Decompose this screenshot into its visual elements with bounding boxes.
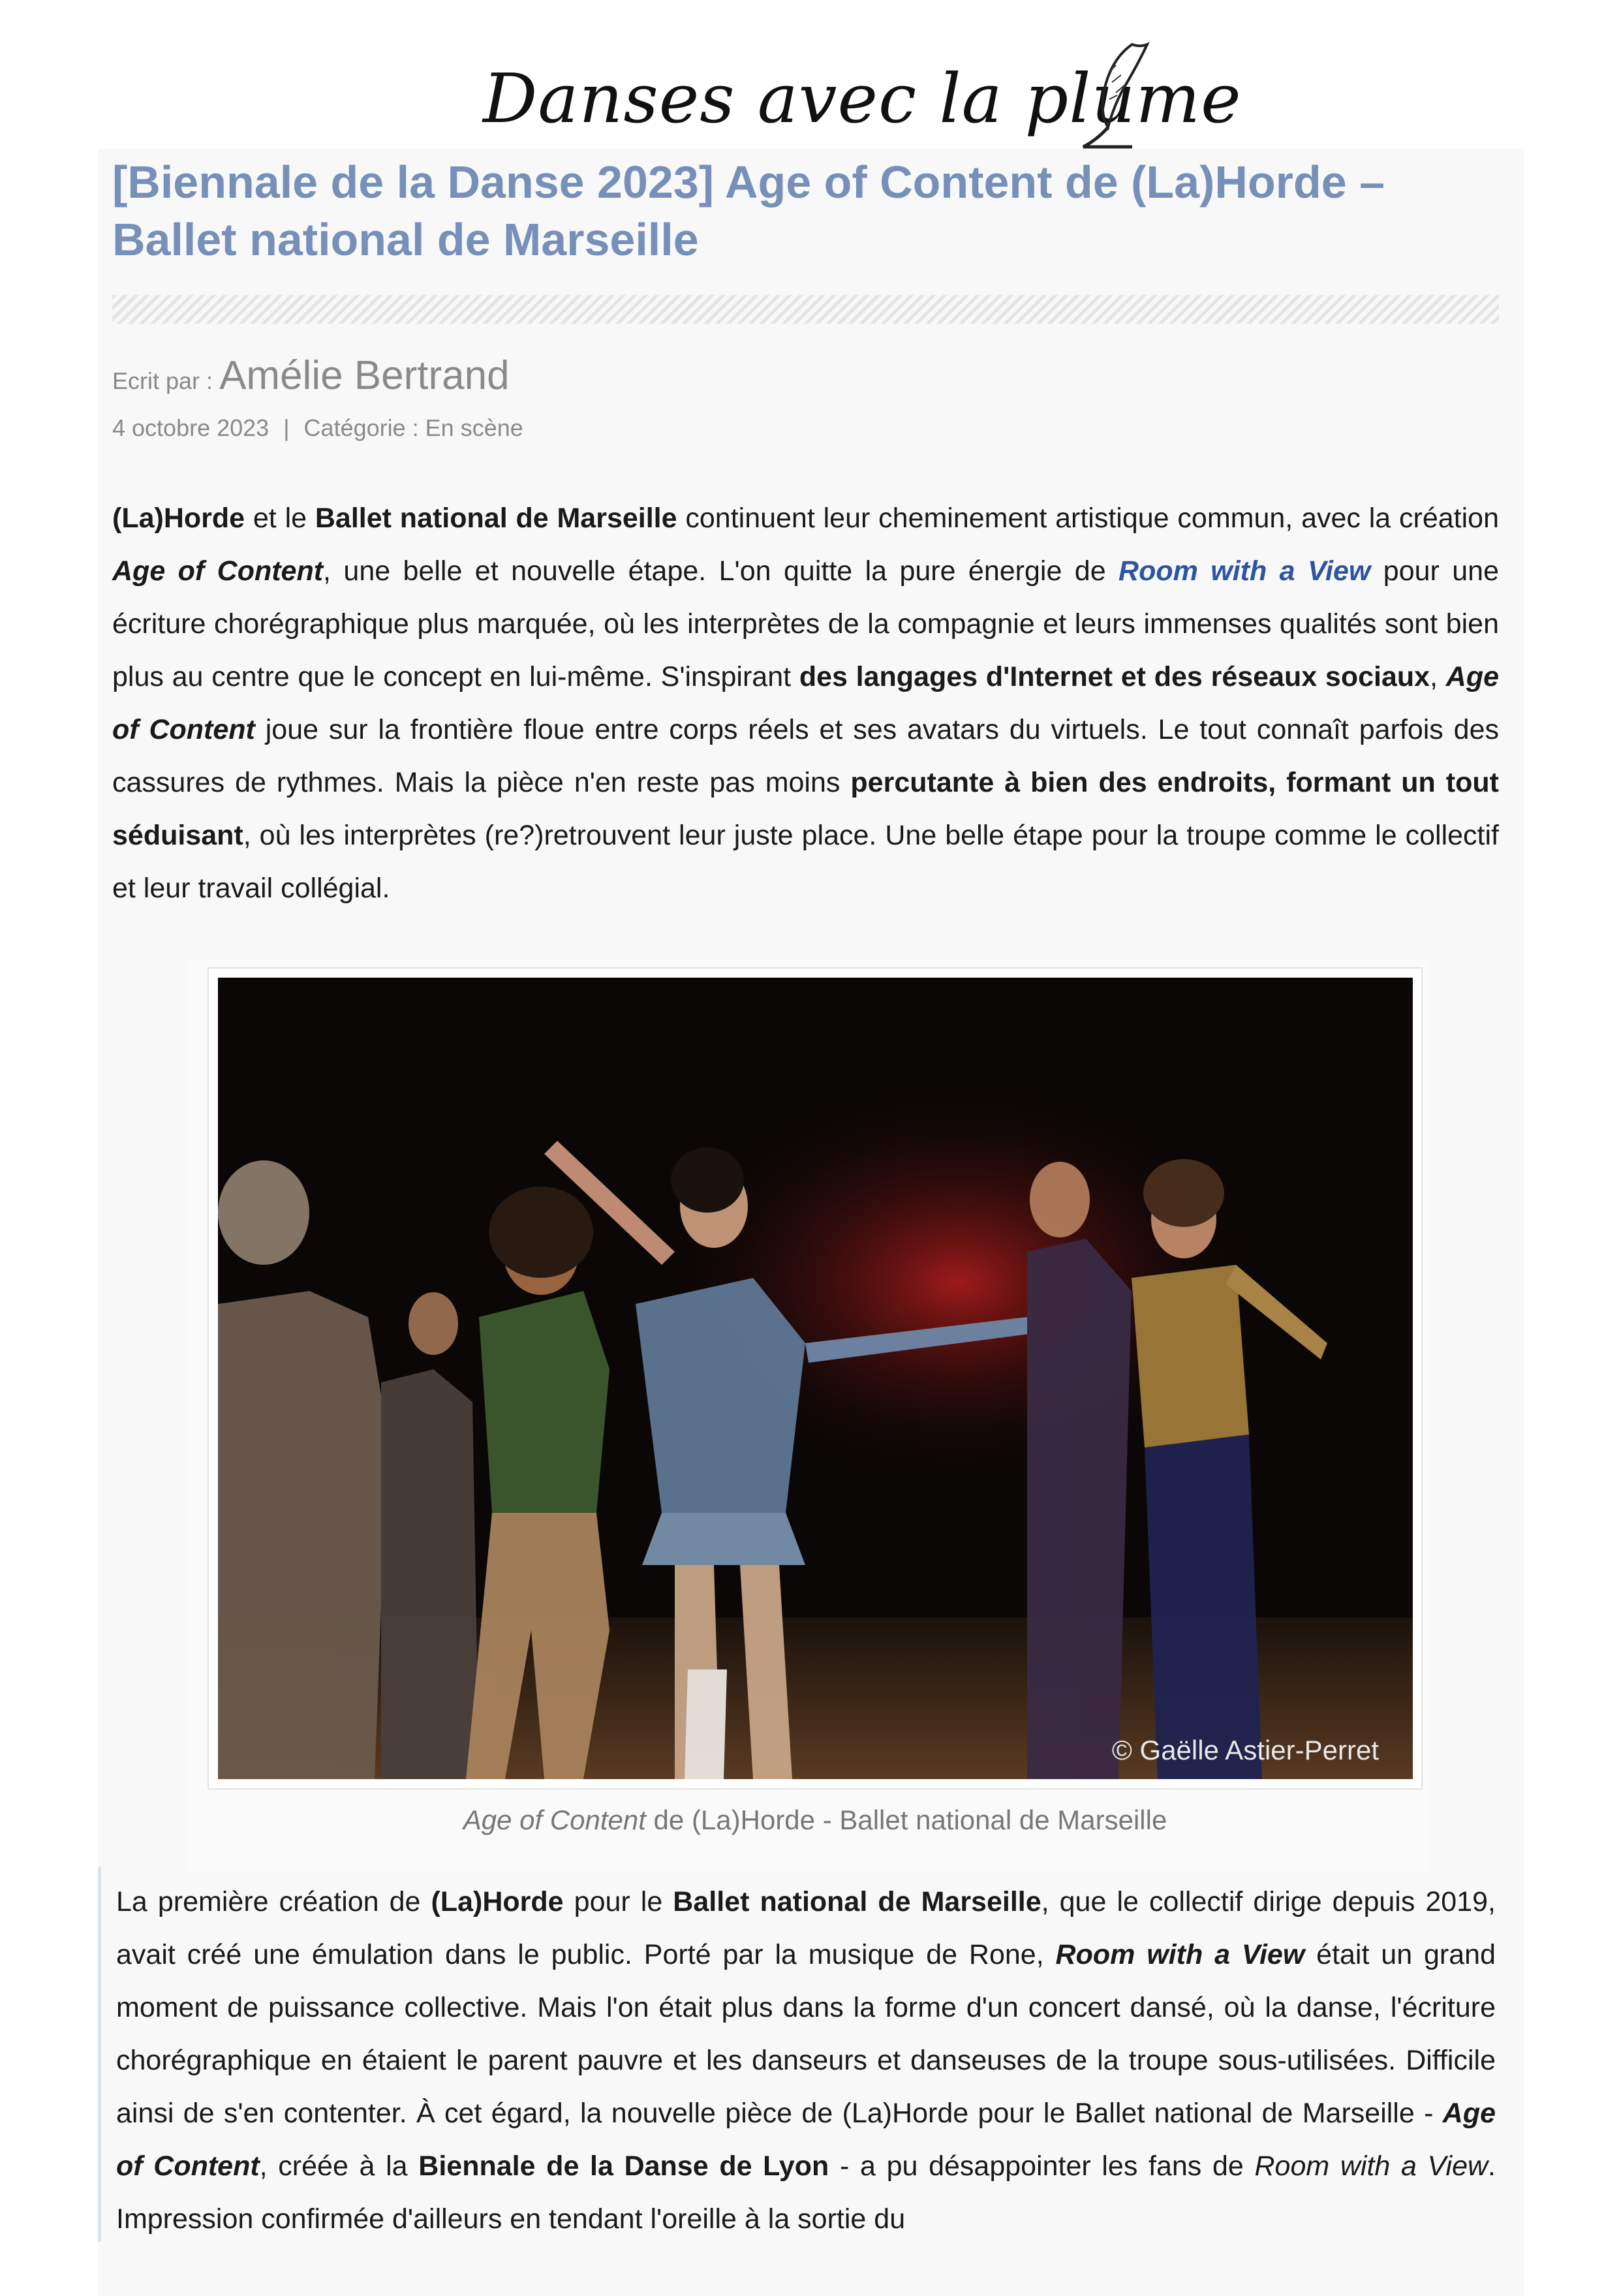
text-run: Ballet national de Marseille	[315, 503, 677, 534]
intro-paragraph	[112, 492, 1499, 915]
text-run: était un grand moment de puissance collective. Mais l'on était plus dans la forme d'un concert dansé, où la danse, l'écriture chorégraphique en étaient le parent pauvre et les danseurs et danseuses de la troupe sous-utilisées. Difficile ainsi de s'en contenter. À cet égard, la nouvelle pièce de (La)Horde pour le Ballet national de Marseille -	[116, 1939, 1496, 2129]
text-run: , créée à la	[259, 2150, 419, 2182]
text-run: et le	[245, 503, 315, 534]
text-run: ,	[1430, 661, 1446, 692]
dance-photo[interactable]	[218, 978, 1413, 1779]
article-title[interactable]: [Biennale de la Danse 2023] Age of Content de (La)Horde – Ballet national de Marseille	[112, 157, 1385, 265]
quill-icon	[1070, 39, 1155, 163]
text-run: Ballet national de Marseille	[673, 1886, 1041, 1917]
text-run: Room with a View	[1055, 1939, 1305, 1970]
article-meta	[112, 414, 523, 442]
byline	[112, 352, 510, 399]
text-run: Age of Content	[112, 555, 324, 587]
text-run: des langages d'Internet et des réseaux sociaux	[799, 661, 1430, 692]
site-logo-text: Danses avec la plume	[483, 59, 1242, 138]
text-run: La première création de	[116, 1886, 431, 1917]
text-run: percutante à bien des endroits, formant un tout séduisant	[112, 767, 1499, 851]
caption-title: Age of Content	[463, 1805, 646, 1835]
inline-link[interactable]: Room with a View	[1118, 555, 1371, 587]
byline-label: Ecrit par :	[112, 367, 213, 394]
text-run: - a pu désappointer les fans de	[829, 2150, 1255, 2182]
text-run: joue sur la frontière floue entre corps réels et ses avatars du virtuels. Le tout connaît parfois des cassures de rythmes. Mais la pièce n'en reste pas moins	[112, 714, 1499, 798]
text-run: Age of Content	[112, 661, 1499, 745]
text-run: Room with a View	[1254, 2150, 1488, 2182]
author-link[interactable]: Amélie Bertrand	[219, 353, 510, 398]
site-logo[interactable]	[457, 39, 1242, 163]
blockquote-bar	[98, 1867, 101, 2242]
caption-rest: de (La)Horde - Ballet national de Marseille	[645, 1805, 1167, 1835]
text-run: , une belle et nouvelle étape. L'on quitte la pure énergie de	[323, 555, 1119, 587]
text-run: pour une écriture chorégraphique plus marquée, où les interprètes de la compagnie et leurs immenses qualités sont bien plus au centre que le concept en lui-même. S'inspirant	[112, 555, 1499, 692]
text-run: , que le collectif dirige depuis 2019, avait créé une émulation dans le public. Porté par la musique de Rone,	[116, 1886, 1496, 1970]
text-run: continuent leur cheminement artistique commun, avec la création	[677, 503, 1499, 534]
text-run: (La)Horde	[431, 1886, 564, 1917]
text-run: Age of Content	[116, 2098, 1496, 2182]
publish-date: 4 octobre 2023	[112, 414, 270, 441]
figure-caption	[208, 1805, 1423, 1836]
text-run: pour le	[563, 1886, 673, 1917]
meta-separator: |	[283, 414, 290, 441]
text-run: Biennale de la Danse de Lyon	[418, 2150, 829, 2182]
body-paragraph	[116, 1876, 1496, 2246]
category-label: Catégorie :	[303, 414, 419, 441]
title-divider	[112, 295, 1499, 324]
dance-photo-image	[218, 978, 1413, 1779]
text-run: (La)Horde	[112, 503, 245, 534]
text-run: , où les interprètes (re?)retrouvent leur juste place. Une belle étape pour la troupe comme le collectif et leur travail collégial.	[112, 820, 1499, 904]
category-link[interactable]: En scène	[425, 414, 523, 441]
text-run: . Impression confirmée d'ailleurs en tendant l'oreille à la sortie du	[116, 2150, 1496, 2235]
photo-credit: © Gaëlle Astier-Perret	[1111, 1735, 1379, 1765]
